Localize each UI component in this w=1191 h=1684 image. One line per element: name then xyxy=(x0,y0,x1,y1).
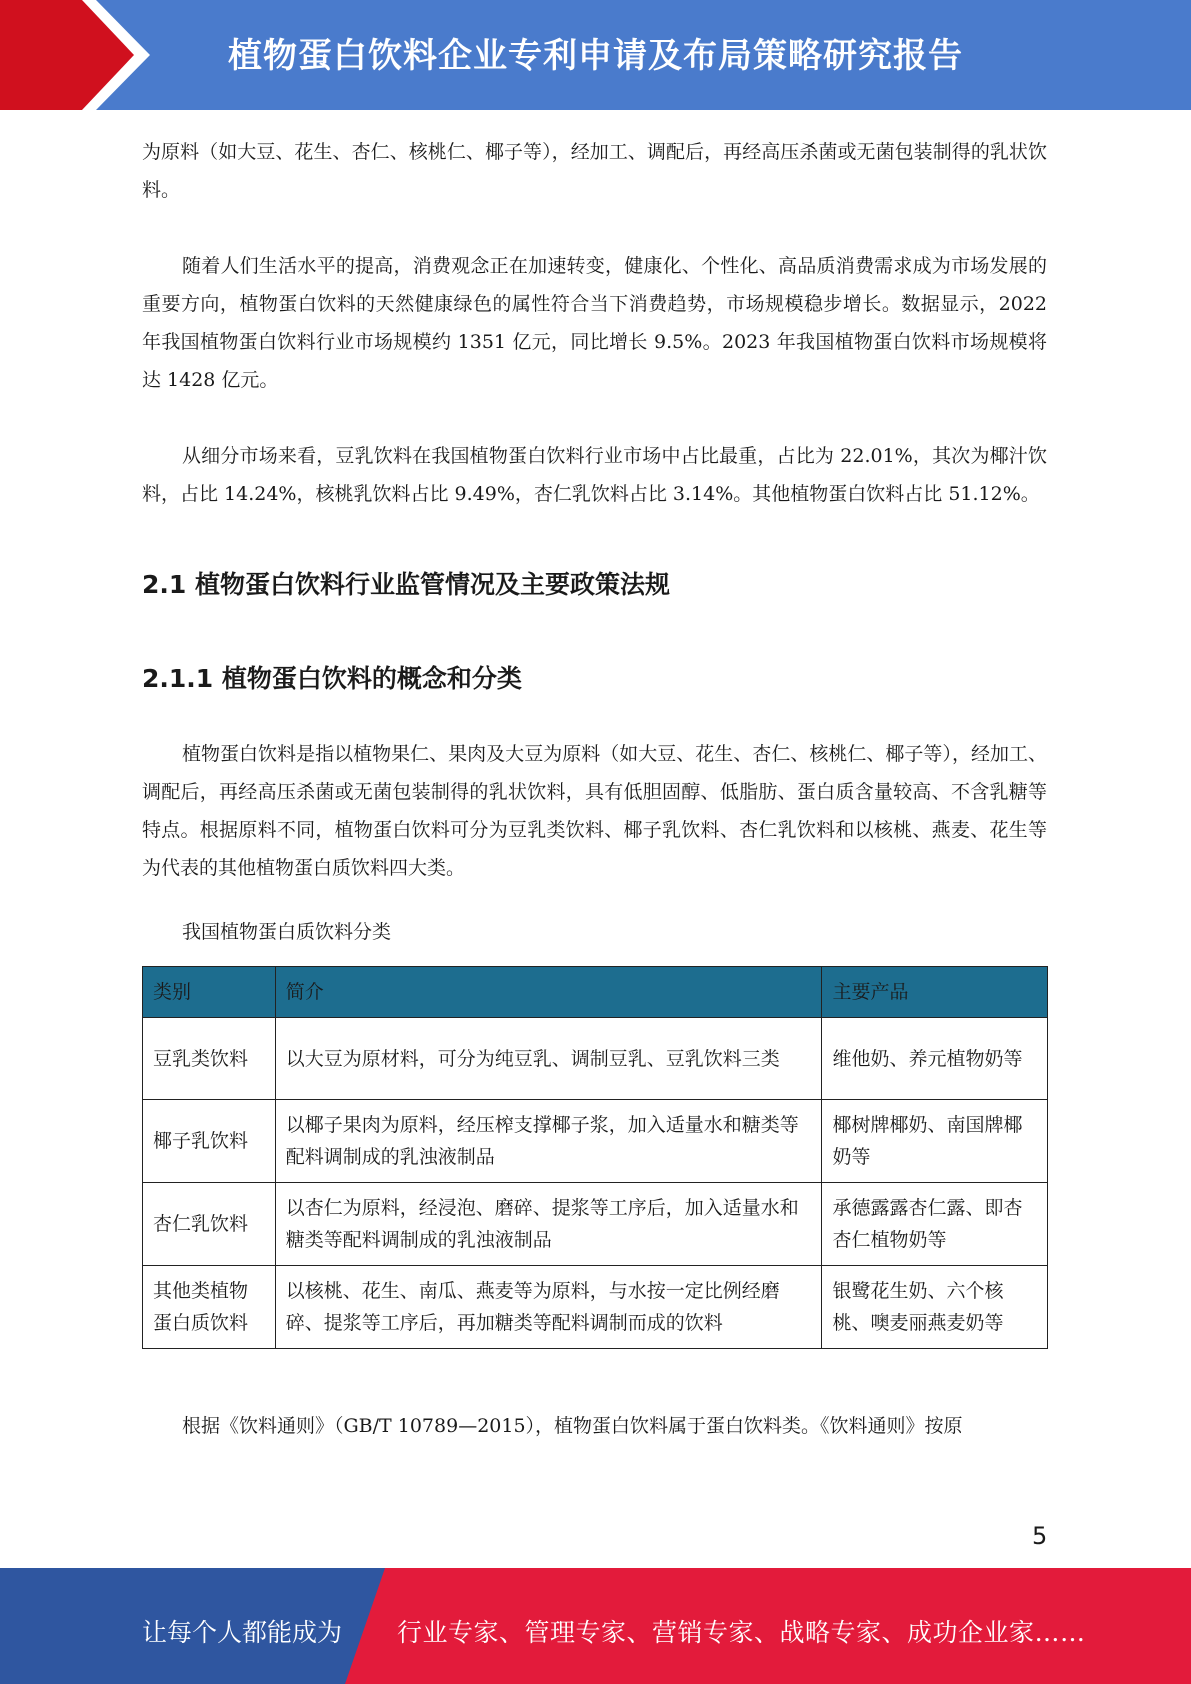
table-row xyxy=(143,1266,1048,1349)
subsection-heading: 2.1.1 植物蛋白饮料的概念和分类 xyxy=(142,664,522,693)
footer-slogan-right: 行业专家、管理专家、营销专家、战略专家、成功企业家…… xyxy=(397,1618,1086,1647)
classification-table xyxy=(142,966,1048,1349)
column-header: 类别 xyxy=(143,967,276,1018)
paragraph: 植物蛋白饮料是指以植物果仁、果肉及大豆为原料（如大豆、花生、杏仁、核桃仁、椰子等），经加工、调配后，再经高压杀菌或无菌包装制得的乳状饮料，具有低胆固醇、低脂肪、蛋白质含量较高、不含乳糖等特点。根据原料不同，植物蛋白饮料可分为豆乳类饮料、椰子乳饮料、杏仁乳饮料和以核桃、燕麦、花生等为代表的其他植物蛋白质饮料四大类。 xyxy=(142,743,1047,879)
table-cell-products: 承德露露杏仁露、即杏杏仁植物奶等 xyxy=(822,1183,1048,1266)
table-row xyxy=(143,1183,1048,1266)
column-header: 主要产品 xyxy=(822,967,1048,1018)
table-cell-description: 以核桃、花生、南瓜、燕麦等为原料，与水按一定比例经磨碎、提浆等工序后，再加糖类等配料调制而成的饮料 xyxy=(275,1266,822,1349)
paragraph: 根据《饮料通则》（GB/T 10789—2015），植物蛋白饮料属于蛋白饮料类。《饮料通则》按原 xyxy=(182,1415,963,1437)
footer-slogan-left: 让每个人都能成为 xyxy=(142,1618,343,1647)
table-cell-products: 维他奶、养元植物奶等 xyxy=(822,1018,1048,1100)
report-title: 植物蛋白饮料企业专利申请及布局策略研究报告 xyxy=(228,36,963,76)
table-header-row xyxy=(143,967,1048,1018)
table-cell-category: 椰子乳饮料 xyxy=(143,1100,276,1183)
table-cell-category: 豆乳类饮料 xyxy=(143,1018,276,1100)
page-header xyxy=(0,0,1191,110)
header-arrow-decoration xyxy=(0,0,150,110)
table-cell-category: 其他类植物蛋白质饮料 xyxy=(143,1266,276,1349)
table-cell-products: 椰树牌椰奶、南国牌椰奶等 xyxy=(822,1100,1048,1183)
page-body xyxy=(142,133,1047,1445)
page-number: 5 xyxy=(1032,1522,1048,1550)
column-header: 简介 xyxy=(275,967,822,1018)
table-cell-description: 以杏仁为原料，经浸泡、磨碎、提浆等工序后，加入适量水和糖类等配料调制成的乳浊液制品 xyxy=(275,1183,822,1266)
paragraph: 从细分市场来看，豆乳饮料在我国植物蛋白饮料行业市场中占比最重，占比为 22.01%，其次为椰汁饮料，占比 14.24%，核桃乳饮料占比 9.49%，杏仁乳饮料占比 3.14%。其他植物蛋白饮料占比 51.12%。 xyxy=(142,445,1047,505)
table-row xyxy=(143,1100,1048,1183)
paragraph: 随着人们生活水平的提高，消费观念正在加速转变，健康化、个性化、高品质消费需求成为市场发展的重要方向，植物蛋白饮料的天然健康绿色的属性符合当下消费趋势，市场规模稳步增长。数据显示，2022 年我国植物蛋白饮料行业市场规模约 1351 亿元，同比增长 9.5%。2023 年我国植物蛋白饮料市场规模将达 1428 亿元。 xyxy=(142,255,1047,391)
table-cell-description: 以椰子果肉为原料，经压榨支撑椰子浆，加入适量水和糖类等配料调制成的乳浊液制品 xyxy=(275,1100,822,1183)
table-row xyxy=(143,1018,1048,1100)
paragraph: 为原料（如大豆、花生、杏仁、核桃仁、椰子等），经加工、调配后，再经高压杀菌或无菌包装制得的乳状饮料。 xyxy=(142,141,1047,201)
table-cell-description: 以大豆为原材料，可分为纯豆乳、调制豆乳、豆乳饮料三类 xyxy=(275,1018,822,1100)
page-footer xyxy=(0,1568,1191,1684)
table-caption: 我国植物蛋白质饮料分类 xyxy=(182,921,392,943)
table-cell-products: 银鹭花生奶、六个核桃、噢麦丽燕麦奶等 xyxy=(822,1266,1048,1349)
table-cell-category: 杏仁乳饮料 xyxy=(143,1183,276,1266)
section-heading: 2.1 植物蛋白饮料行业监管情况及主要政策法规 xyxy=(142,570,670,599)
